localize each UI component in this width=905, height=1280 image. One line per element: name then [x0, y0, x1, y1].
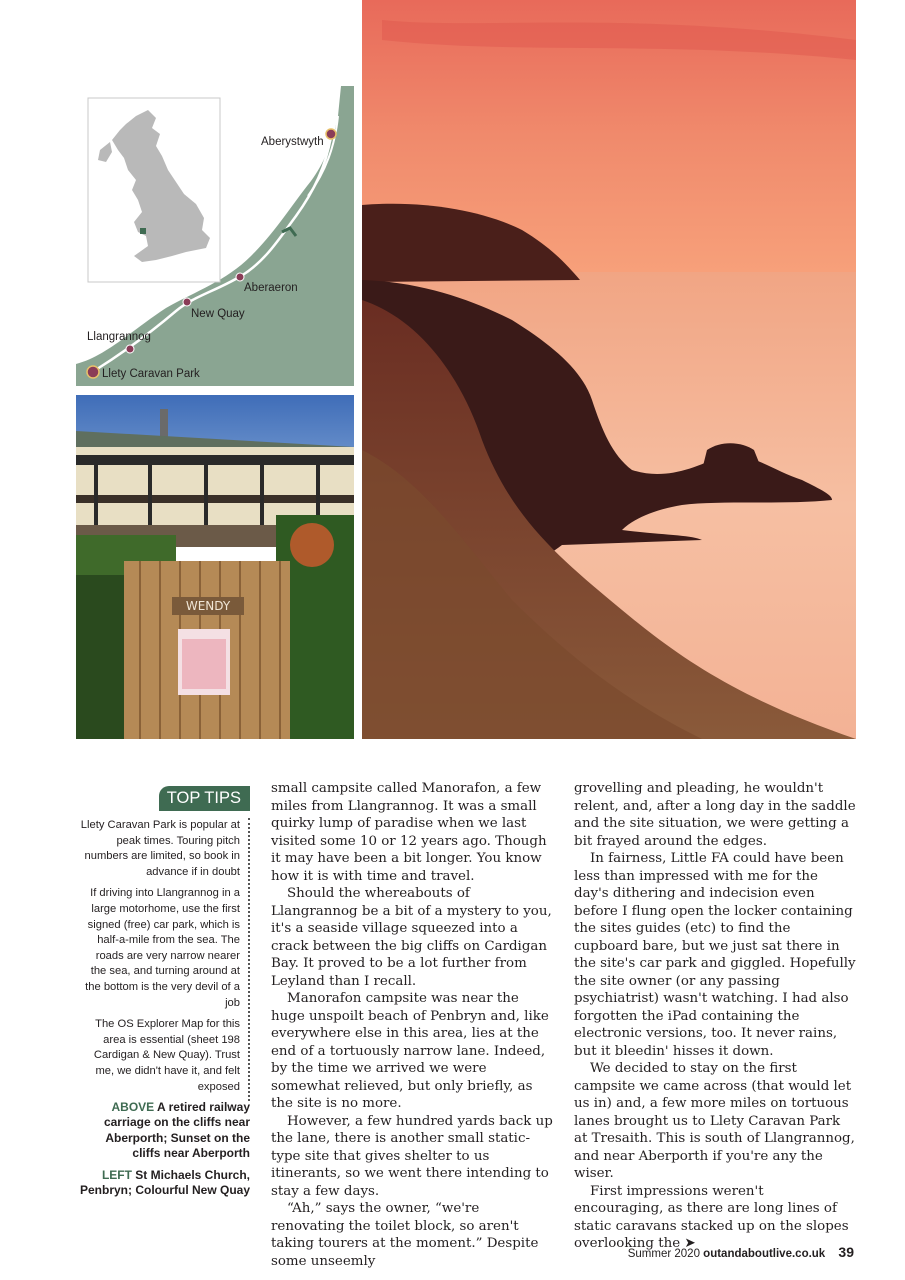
footer-issue: Summer 2020 [627, 1248, 700, 1260]
paragraph: However, a few hundred yards back up the lane, there is another small static-type site that gives shelter to us itinerants, so we went there intending to stay a few days. [271, 1113, 553, 1199]
caption-above [76, 1100, 250, 1162]
photo-captions [76, 1100, 250, 1204]
paragraph: In fairness, Little FA could have been less than impressed with me for the day's dithering and indecision even before I flung open the locker containing the sites guides (etc) to find the cupboard bare, but we just sat there in the site's car park and giggled. Hopefully the site owner (or any passing psychiatrist) wasn't watching. I had also forgotten the iPad containing the electronic versions, too. It never rains, but it bleedin' hisses it down. [574, 851, 856, 1059]
label-llety: Llety Caravan Park [102, 368, 200, 380]
paragraph: grovelling and pleading, he wouldn't relent, and, after a long day in the saddle and the site situation, we were getting a bit frayed around the edges. [574, 781, 856, 849]
caption-above-key: ABOVE [111, 1100, 155, 1114]
page-number: 39 [838, 1244, 854, 1260]
sunset-image [362, 0, 856, 739]
marker-new-quay [183, 298, 191, 306]
marker-llangrannog [126, 345, 134, 353]
caption-left [76, 1168, 250, 1199]
location-map [76, 86, 354, 386]
label-aberystwyth: Aberystwyth [261, 136, 324, 148]
label-new-quay: New Quay [191, 308, 245, 320]
paragraph: First impressions weren't encouraging, as there are long lines of static caravans stacked up on the slopes overlooking the ➤ [574, 1183, 849, 1251]
caption-left-key: LEFT [101, 1167, 132, 1182]
paragraph: small campsite called Manorafon, a few miles from Llangrannog. It was a small quirky lump of paradise when we last visited some 10 or 12 years ago. Though it may have been a bit longer. You know how it is with time and travel. [271, 781, 547, 884]
paragraph: Manorafon campsite was near the huge unspoilt beach of Penbryn and, like everywhere else in this area, lies at the end of a tortuously narrow lane. Indeed, by the time we arrived we were somewhat relieved, but only briefly, as the site is no more. [271, 991, 549, 1111]
page-footer [560, 1244, 854, 1260]
carriage-image [76, 395, 354, 739]
top-tips-title: TOP TIPS [159, 786, 250, 811]
tip-item: Llety Caravan Park is popular at peak times. Touring pitch numbers are limited, so book in advance if in doubt [80, 819, 240, 878]
footer-site: outandaboutlive.co.uk [703, 1248, 826, 1260]
tip-item: The OS Explorer Map for this area is essential (sheet 198 Cardigan & New Quay). Trust me, we didn't have it, and felt exposed [93, 1018, 240, 1093]
caption-above-text: A retired railway carriage on the cliffs near Aberporth; Sunset on the cliffs near Aberporth [103, 1100, 250, 1161]
label-aberaeron: Aberaeron [244, 282, 298, 294]
article-column-2 [574, 780, 856, 1253]
marker-aberystwyth [326, 129, 336, 139]
marker-aberaeron [236, 273, 244, 281]
marker-llety [87, 366, 99, 378]
label-llangrannog: Llangrannog [87, 331, 151, 343]
railway-carriage-photo [76, 395, 354, 739]
paragraph: “Ah,” says the owner, “we're renovating the toilet block, so aren't taking tourers at the moment.” Despite some unseemly [271, 1201, 539, 1269]
paragraph: Should the whereabouts of Llangrannog be a bit of a mystery to you, it's a seaside village squeezed into a crack between the big cliffs on Cardigan Bay. It proved to be a lot further from Leyland than I recall. [271, 886, 552, 989]
inset-highlight [140, 228, 146, 234]
sunset-cliffs-photo [362, 0, 856, 739]
wendy-sign: WENDY [185, 599, 231, 613]
caption-left-text: St Michaels Church, Penbryn; Colourful New Quay [79, 1167, 250, 1198]
article-column-1 [271, 780, 553, 1270]
tip-item: If driving into Llangrannog in a large motorhome, use the first signed (free) car park, which is half-a-mile from the sea. The roads are very narrow nearer the sea, and turning around at the bottom is the very devil of a job [85, 887, 240, 1009]
paragraph: We decided to stay on the first campsite we came across (that would let us in) and, a few more miles on tortuous lanes brought us to Llety Caravan Park at Tresaith. This is south of Llangrannog, and near Aberporth if you're any the wiser. [574, 1061, 855, 1181]
top-tips-body [78, 818, 250, 1101]
